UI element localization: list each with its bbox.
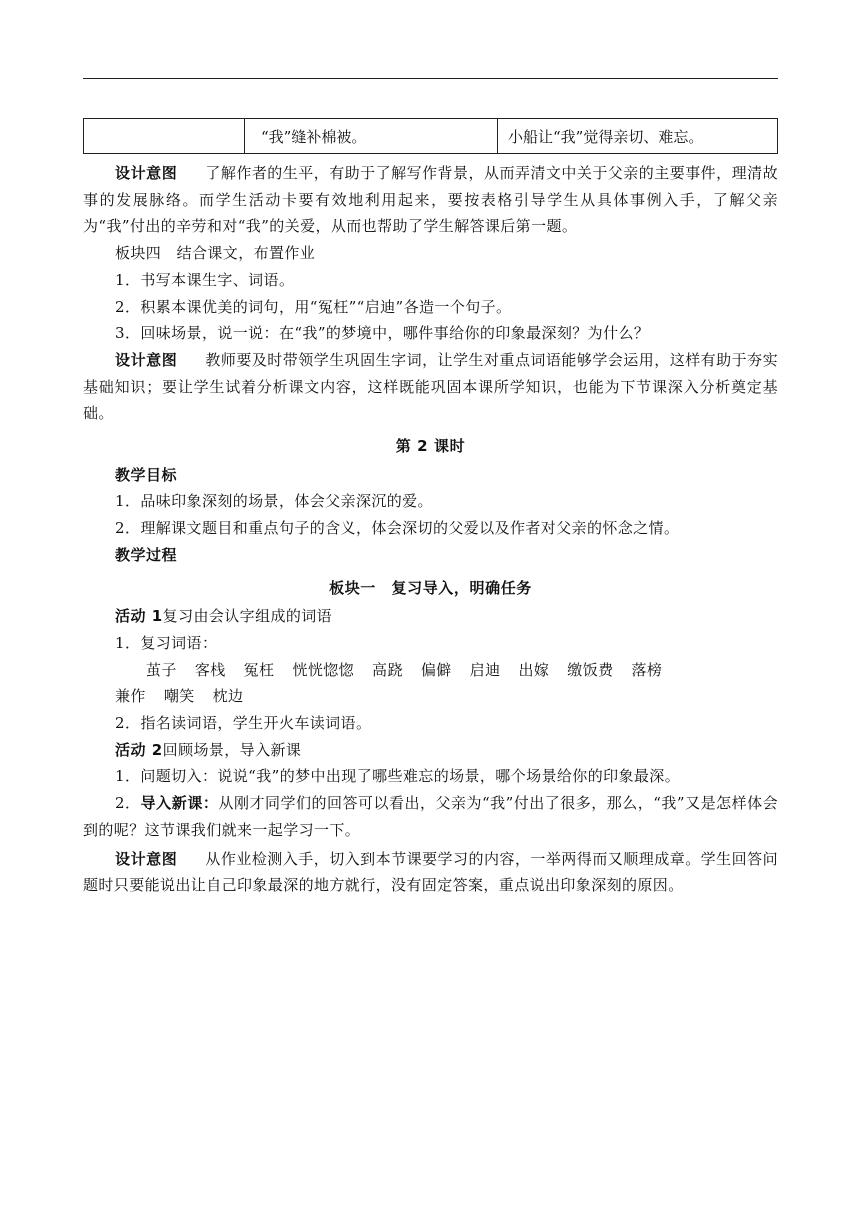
table-cell	[84, 119, 245, 154]
activity-label: 活动 1	[115, 607, 163, 626]
design-intent-paragraph	[83, 347, 778, 427]
question-2	[83, 790, 778, 843]
activity-label: 活动 2	[115, 740, 163, 759]
vocab-word: 客栈	[194, 660, 226, 679]
activity-1	[83, 603, 778, 630]
design-intent-paragraph	[83, 160, 778, 240]
design-intent-label: 设计意图	[115, 849, 178, 868]
review-label: 1．复习词语：	[115, 633, 218, 652]
vocab-word: 恍恍惚惚	[292, 660, 355, 679]
homework-item: 3．回味场景，说一说：在“我”的梦境中，哪件事给你的印象最深刻？为什么？	[115, 324, 650, 343]
design-intent-label: 设计意图	[115, 164, 178, 182]
vocab-word: 茧子	[146, 660, 177, 679]
question-prefix: 2．	[115, 794, 141, 813]
activity-table	[83, 118, 778, 154]
vocab-word: 枕边	[212, 687, 244, 706]
question-text: 从刚才同学们的回答可以看出，父亲为“我”付出了很多，那么，“我”又是怎样体会到的呢？这节课我们就来一起学习一下。	[83, 794, 778, 839]
vocab-word: 冤枉	[243, 660, 275, 679]
question-prefix: 1．问题切入：	[115, 767, 218, 786]
document-body	[83, 160, 778, 899]
vocab-word: 兼作	[115, 687, 146, 706]
vocab-word: 嘲笑	[163, 687, 195, 706]
activity-2	[83, 737, 778, 764]
header-rule	[83, 78, 778, 79]
design-intent-paragraph	[83, 846, 778, 899]
goal-item: 2．理解课文题目和重点句子的含义，体会深切的父爱以及作者对父亲的怀念之情。	[115, 519, 680, 538]
vocab-word: 启迪	[469, 660, 501, 679]
question-1	[83, 763, 778, 790]
homework-item: 1．书写本课生字、词语。	[115, 270, 295, 289]
design-intent-label: 设计意图	[115, 350, 178, 369]
table-cell: “我”缝补棉被。	[245, 119, 498, 154]
design-intent-text: 从作业检测入手，切入到本节课要学习的内容，一举两得而又顺理成章。学生回答问题时只要能说出让自己印象最深的地方就行，没有固定答案，重点说出印象深刻的原因。	[83, 849, 778, 895]
block4-title: 板块四 结合课文，布置作业	[115, 244, 316, 263]
vocab-word: 偏僻	[420, 660, 452, 679]
word-list-row	[83, 683, 778, 710]
lesson-heading: 第 2 课时	[395, 437, 466, 456]
vocab-word: 出嫁	[518, 660, 550, 679]
design-intent-text: 了解作者的生平，有助于了解写作背景，从而弄清文中关于父亲的主要事件，理清故事的发展脉络。而学生活动卡要有效地利用起来，要按表格引导学生从具体事例入手，了解父亲为“我”付出的辛劳和对“我”的关爱，从而也帮助了学生解答课后第一题。	[83, 164, 778, 236]
block1-title: 板块一 复习导入，明确任务	[329, 578, 532, 597]
design-intent-text: 教师要及时带领学生巩固生字词，让学生对重点词语能够学会运用，这样有助于夯实基础知识；要让学生试着分析课文内容，这样既能巩固本课所学知识，也能为下节课深入分析奠定基础。	[83, 350, 778, 423]
vocab-word: 落榜	[631, 660, 663, 679]
table-cell: 小船让“我”觉得亲切、难忘。	[498, 119, 778, 154]
goals-title: 教学目标	[115, 465, 178, 484]
word-list-row	[83, 657, 778, 684]
activity-text: 复习由会认字组成的词语	[162, 607, 333, 626]
read-instruction: 2．指名读词语，学生开火车读词语。	[115, 714, 372, 733]
vocab-word: 高跷	[372, 660, 403, 679]
process-title: 教学过程	[115, 545, 178, 564]
goal-item: 1．品味印象深刻的场景，体会父亲深沉的爱。	[115, 492, 433, 511]
vocab-word: 缴饭费	[567, 660, 614, 679]
table-row	[84, 119, 778, 154]
question-bold-label: 导入新课：	[140, 794, 219, 813]
homework-item: 2．积累本课优美的词句，用“冤枉”“启迪”各造一个句子。	[115, 297, 512, 316]
question-text: 说说“我”的梦中出现了哪些难忘的场景，哪个场景给你的印象最深。	[217, 767, 681, 786]
activity-text: 回顾场景，导入新课	[162, 740, 302, 759]
